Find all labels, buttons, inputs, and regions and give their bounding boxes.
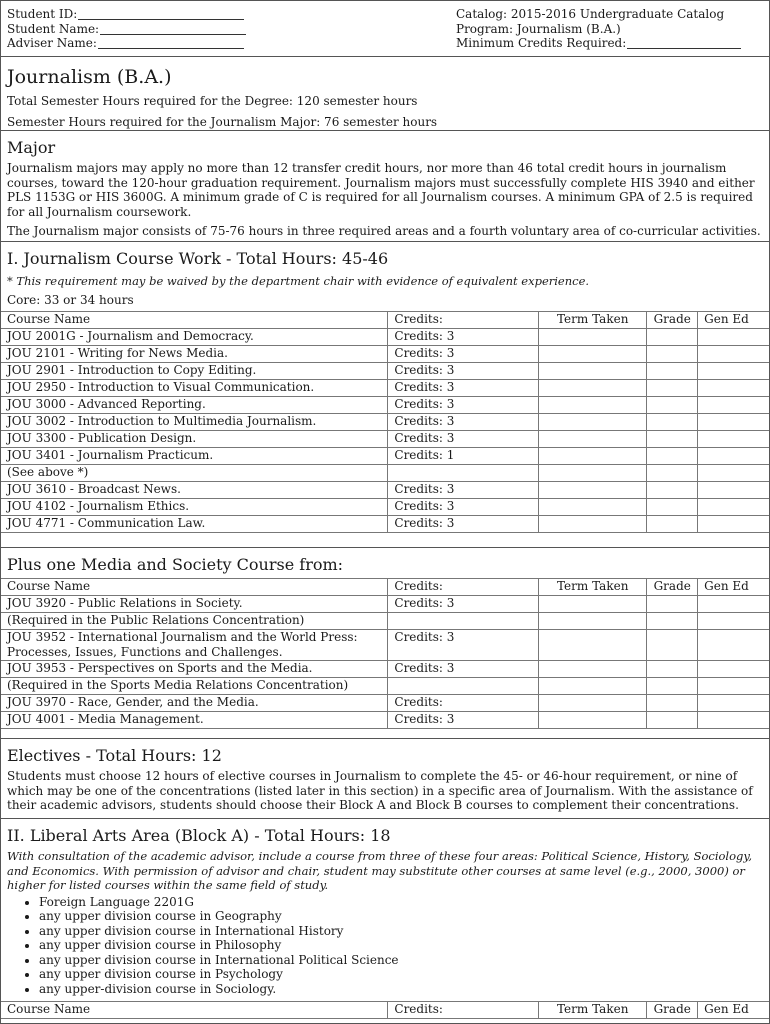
media-heading: Plus one Media and Society Course from: — [7, 555, 344, 574]
page-title: Journalism (B.A.) — [7, 66, 172, 88]
student-name-field[interactable] — [100, 22, 246, 35]
col-term-taken: Term Taken — [539, 579, 647, 596]
course-credits — [388, 465, 539, 482]
gen-ed-cell[interactable] — [698, 695, 770, 712]
term-cell[interactable] — [539, 678, 647, 695]
term-cell[interactable] — [539, 465, 647, 482]
gen-ed-cell[interactable] — [698, 516, 770, 533]
term-cell[interactable] — [539, 431, 647, 448]
gen-ed-cell[interactable] — [698, 414, 770, 431]
liberal-arts-note: With consultation of the academic advisor, include a course from three of these four areas: Political Science, History, Sociology, and Economics. With permission of advisor and chair, student may substitute other courses at same level (e.g., 2000, 3000) or higher for listed courses within the same field of study. — [7, 849, 753, 892]
course-credits: Credits: 3 — [388, 516, 539, 533]
col-term-taken: Term Taken — [539, 312, 647, 329]
list-item: • any upper division course in International History — [39, 924, 763, 939]
gen-ed-cell[interactable] — [698, 482, 770, 499]
core-course-table — [0, 311, 770, 533]
gen-ed-cell[interactable] — [698, 380, 770, 397]
table-row — [1, 678, 770, 695]
col-gen-ed: Gen Ed — [698, 1002, 770, 1019]
major-heading: Major — [7, 138, 56, 157]
electives-heading: Electives - Total Hours: 12 — [7, 746, 222, 765]
worksheet-header — [1, 1, 769, 57]
term-cell[interactable] — [539, 448, 647, 465]
table-row — [1, 613, 770, 630]
col-gen-ed: Gen Ed — [698, 579, 770, 596]
gen-ed-cell[interactable] — [698, 397, 770, 414]
table-row — [1, 661, 770, 678]
table-row — [1, 499, 770, 516]
course-credits: Credits: 3 — [388, 397, 539, 414]
course-name: JOU 3952 - International Journalism and the World Press: Processes, Issues, Functions and Challenges. — [1, 630, 388, 661]
journalism-coursework-section — [1, 242, 769, 548]
term-cell[interactable] — [539, 613, 647, 630]
table-row — [1, 397, 770, 414]
course-name: (Required in the Sports Media Relations Concentration) — [1, 678, 388, 695]
course-credits: Credits: 3 — [388, 346, 539, 363]
grade-cell[interactable] — [647, 397, 698, 414]
grade-cell[interactable] — [647, 712, 698, 729]
grade-cell[interactable] — [647, 329, 698, 346]
min-credits-line — [456, 36, 763, 51]
gen-ed-cell[interactable] — [698, 448, 770, 465]
course-credits: Credits: 3 — [388, 499, 539, 516]
gen-ed-cell[interactable] — [698, 678, 770, 695]
waiver-note: * This requirement may be waived by the department chair with evidence of equivalent experience. — [7, 274, 590, 288]
term-cell[interactable] — [539, 414, 647, 431]
major-hours-text: Semester Hours required for the Journalism Major: 76 semester hours — [7, 114, 438, 129]
student-id-line — [7, 7, 314, 22]
course-credits — [388, 678, 539, 695]
course-name: JOU 3953 - Perspectives on Sports and the Media. — [1, 661, 388, 678]
gen-ed-cell[interactable] — [698, 499, 770, 516]
list-item: • any upper division course in Geography — [39, 909, 763, 924]
grade-cell[interactable] — [647, 414, 698, 431]
term-cell[interactable] — [539, 695, 647, 712]
grade-cell[interactable] — [647, 346, 698, 363]
grade-cell[interactable] — [647, 661, 698, 678]
table-header-row — [1, 579, 770, 596]
term-cell[interactable] — [539, 380, 647, 397]
core-hours-label: Core: 33 or 34 hours — [7, 292, 134, 307]
liberal-arts-table — [0, 1001, 770, 1019]
table-row — [1, 465, 770, 482]
course-name: JOU 2001G - Journalism and Democracy. — [1, 329, 388, 346]
course-credits: Credits: 3 — [388, 380, 539, 397]
table-row — [1, 414, 770, 431]
col-gen-ed: Gen Ed — [698, 312, 770, 329]
grade-cell[interactable] — [647, 363, 698, 380]
course-name: JOU 3920 - Public Relations in Society. — [1, 596, 388, 613]
grade-cell[interactable] — [647, 448, 698, 465]
gen-ed-cell[interactable] — [698, 596, 770, 613]
course-credits: Credits: 1 — [388, 448, 539, 465]
list-item: • any upper division course in Psychology — [39, 967, 763, 982]
gen-ed-cell[interactable] — [698, 712, 770, 729]
col-grade: Grade — [647, 1002, 698, 1019]
course-name: JOU 4102 - Journalism Ethics. — [1, 499, 388, 516]
gen-ed-cell[interactable] — [698, 613, 770, 630]
term-cell[interactable] — [539, 596, 647, 613]
course-name: (Required in the Public Relations Concentration) — [1, 613, 388, 630]
table-row — [1, 329, 770, 346]
grade-cell[interactable] — [647, 465, 698, 482]
col-credits: Credits: — [388, 312, 539, 329]
min-credits-label: Minimum Credits Required: — [456, 36, 627, 50]
col-credits: Credits: — [388, 1002, 539, 1019]
term-cell[interactable] — [539, 661, 647, 678]
section2-heading: II. Liberal Arts Area (Block A) - Total Hours: 18 — [7, 826, 391, 845]
gen-ed-cell[interactable] — [698, 465, 770, 482]
adviser-name-field[interactable] — [98, 36, 244, 49]
course-name: JOU 3401 - Journalism Practicum. — [1, 448, 388, 465]
list-item: • Foreign Language 2201G — [39, 895, 763, 910]
table-row — [1, 363, 770, 380]
col-credits: Credits: — [388, 579, 539, 596]
term-cell[interactable] — [539, 397, 647, 414]
course-credits: Credits: 3 — [388, 630, 539, 661]
course-name: JOU 3970 - Race, Gender, and the Media. — [1, 695, 388, 712]
student-info — [7, 7, 314, 56]
course-credits: Credits: 3 — [388, 363, 539, 380]
col-term-taken: Term Taken — [539, 1002, 647, 1019]
course-credits: Credits: 3 — [388, 661, 539, 678]
term-cell[interactable] — [539, 630, 647, 661]
table-row — [1, 380, 770, 397]
liberal-arts-section — [1, 819, 769, 1019]
media-course-table — [0, 578, 770, 729]
term-cell[interactable] — [539, 346, 647, 363]
list-item: • any upper division course in Philosophy — [39, 938, 763, 953]
table-row — [1, 712, 770, 729]
liberal-arts-list — [7, 895, 763, 997]
catalog-label: Catalog: 2015-2016 Undergraduate Catalog — [456, 7, 725, 21]
course-credits: Credits: 3 — [388, 596, 539, 613]
term-cell[interactable] — [539, 499, 647, 516]
grade-cell[interactable] — [647, 499, 698, 516]
table-row — [1, 695, 770, 712]
major-description: Journalism majors may apply no more than 12 transfer credit hours, nor more than 46 total credit hours in journalism courses, toward the 120-hour graduation requirement. Journalism majors must successfully complete HIS 3940 and either PLS 1153G or HIS 3600G. A minimum grade of C is required for all Journalism courses. A minimum GPA of 2.5 is required for all Journalism coursework. — [7, 161, 755, 219]
course-name: JOU 3610 - Broadcast News. — [1, 482, 388, 499]
gen-ed-cell[interactable] — [698, 346, 770, 363]
course-name: JOU 3300 - Publication Design. — [1, 431, 388, 448]
table-row — [1, 630, 770, 661]
course-credits — [388, 613, 539, 630]
table-row — [1, 482, 770, 499]
total-hours-text: Total Semester Hours required for the Degree: 120 semester hours — [7, 94, 418, 108]
term-cell[interactable] — [539, 516, 647, 533]
gen-ed-cell[interactable] — [698, 630, 770, 661]
grade-cell[interactable] — [647, 630, 698, 661]
course-name: JOU 2950 - Introduction to Visual Communication. — [1, 380, 388, 397]
section1-heading: I. Journalism Course Work - Total Hours: 45-46 — [7, 249, 389, 268]
table-row — [1, 346, 770, 363]
grade-cell[interactable] — [647, 380, 698, 397]
course-credits: Credits: — [388, 695, 539, 712]
grade-cell[interactable] — [647, 596, 698, 613]
course-credits: Credits: 3 — [388, 482, 539, 499]
course-credits: Credits: 3 — [388, 329, 539, 346]
gen-ed-cell[interactable] — [698, 363, 770, 380]
course-credits: Credits: 3 — [388, 712, 539, 729]
list-item: • any upper-division course in Sociology. — [39, 982, 763, 997]
course-name: JOU 2901 - Introduction to Copy Editing. — [1, 363, 388, 380]
course-name: JOU 4001 - Media Management. — [1, 712, 388, 729]
term-cell[interactable] — [539, 482, 647, 499]
table-row — [1, 596, 770, 613]
course-name: JOU 4771 - Communication Law. — [1, 516, 388, 533]
table-header-row — [1, 1002, 770, 1019]
media-society-section — [1, 548, 769, 739]
col-course-name: Course Name — [1, 1002, 388, 1019]
term-cell[interactable] — [539, 329, 647, 346]
adviser-name-line — [7, 36, 314, 51]
course-name: JOU 3000 - Advanced Reporting. — [1, 397, 388, 414]
electives-section — [1, 739, 769, 819]
term-cell[interactable] — [539, 363, 647, 380]
grade-cell[interactable] — [647, 482, 698, 499]
student-name-line — [7, 22, 314, 37]
col-grade: Grade — [647, 579, 698, 596]
term-cell[interactable] — [539, 712, 647, 729]
student-id-field[interactable] — [78, 7, 244, 20]
course-credits: Credits: 3 — [388, 431, 539, 448]
col-course-name: Course Name — [1, 312, 388, 329]
major-section — [1, 131, 769, 242]
electives-text: Students must choose 12 hours of elective courses in Journalism to complete the 45- or 46-hour requirement, or nine of which may be one of the concentrations (listed later in this section) in a specific area of Journalism. With the assistance of their academic advisors, students should choose their Block A and Block B courses to complement their concentrations. — [7, 769, 753, 812]
catalog-info — [314, 7, 763, 56]
grade-cell[interactable] — [647, 695, 698, 712]
grade-cell[interactable] — [647, 431, 698, 448]
grade-cell[interactable] — [647, 613, 698, 630]
gen-ed-cell[interactable] — [698, 431, 770, 448]
col-grade: Grade — [647, 312, 698, 329]
grade-cell[interactable] — [647, 678, 698, 695]
major-structure: The Journalism major consists of 75-76 hours in three required areas and a fourth voluntary area of co-curricular activities. — [7, 224, 761, 238]
course-name: JOU 2101 - Writing for News Media. — [1, 346, 388, 363]
course-credits: Credits: 3 — [388, 414, 539, 431]
table-header-row — [1, 312, 770, 329]
adviser-name-label: Adviser Name: — [7, 36, 97, 50]
student-id-label: Student ID: — [7, 7, 78, 21]
gen-ed-cell[interactable] — [698, 661, 770, 678]
gen-ed-cell[interactable] — [698, 329, 770, 346]
table-row — [1, 431, 770, 448]
program-title-section — [1, 57, 769, 131]
grade-cell[interactable] — [647, 516, 698, 533]
min-credits-field[interactable] — [627, 36, 741, 49]
table-row — [1, 516, 770, 533]
list-item: • any upper division course in International Political Science — [39, 953, 763, 968]
table-row — [1, 448, 770, 465]
student-name-label: Student Name: — [7, 21, 100, 36]
program-label: Program: Journalism (B.A.) — [456, 21, 621, 36]
course-name: (See above *) — [1, 465, 388, 482]
course-name: JOU 3002 - Introduction to Multimedia Journalism. — [1, 414, 388, 431]
col-course-name: Course Name — [1, 579, 388, 596]
